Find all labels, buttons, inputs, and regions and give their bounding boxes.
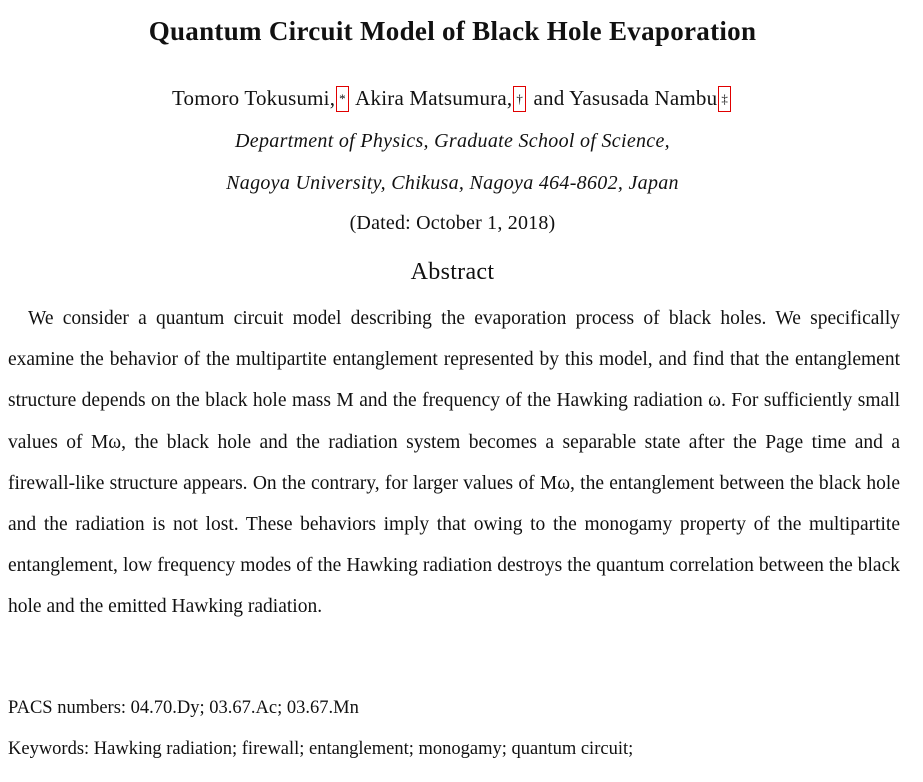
author-name: Akira Matsumura, <box>355 86 513 110</box>
footnote-link-1[interactable]: * <box>336 86 349 112</box>
abstract-heading: Abstract <box>410 259 495 285</box>
abstract-body: We consider a quantum circuit model describing the evaporation process of black holes. We specifically examine the behavior of the multipartite entanglement represented by this model, and find that the entanglement structure depends on the black hole mass M and the frequency of the Hawking radiation ω. For sufficiently small values of Mω, the black hole and the radiation system becomes a separable state after the Page time and a firewall-like structure appears. On the contrary, for larger values of Mω, the entanglement between the black hole and the radiation is not lost. These behaviors imply that owing to the monogamy property of the multipartite entanglement, low frequency modes of the Hawking radiation destroys the quantum correlation between the black hole and the emitted Hawking radiation. <box>8 308 900 618</box>
paper-title: Quantum Circuit Model of Black Hole Evaporation <box>148 16 757 46</box>
author-list <box>0 86 905 112</box>
author-name: Tomoro Tokusumi, <box>171 86 336 110</box>
keywords: Keywords: Hawking radiation; firewall; entanglement; monogamy; quantum circuit; <box>8 739 634 759</box>
dated-line: (Dated: October 1, 2018) <box>349 212 556 234</box>
pacs-numbers: PACS numbers: 04.70.Dy; 03.67.Ac; 03.67.Mn <box>8 698 359 718</box>
footnote-link-3[interactable]: ‡ <box>718 86 731 112</box>
author-name: and Yasusada Nambu <box>533 86 718 110</box>
affiliation-line-2: Nagoya University, Chikusa, Nagoya 464-8602, Japan <box>226 172 679 194</box>
affiliation-line-1: Department of Physics, Graduate School of Science, <box>235 130 670 152</box>
footnote-link-2[interactable]: † <box>513 86 526 112</box>
